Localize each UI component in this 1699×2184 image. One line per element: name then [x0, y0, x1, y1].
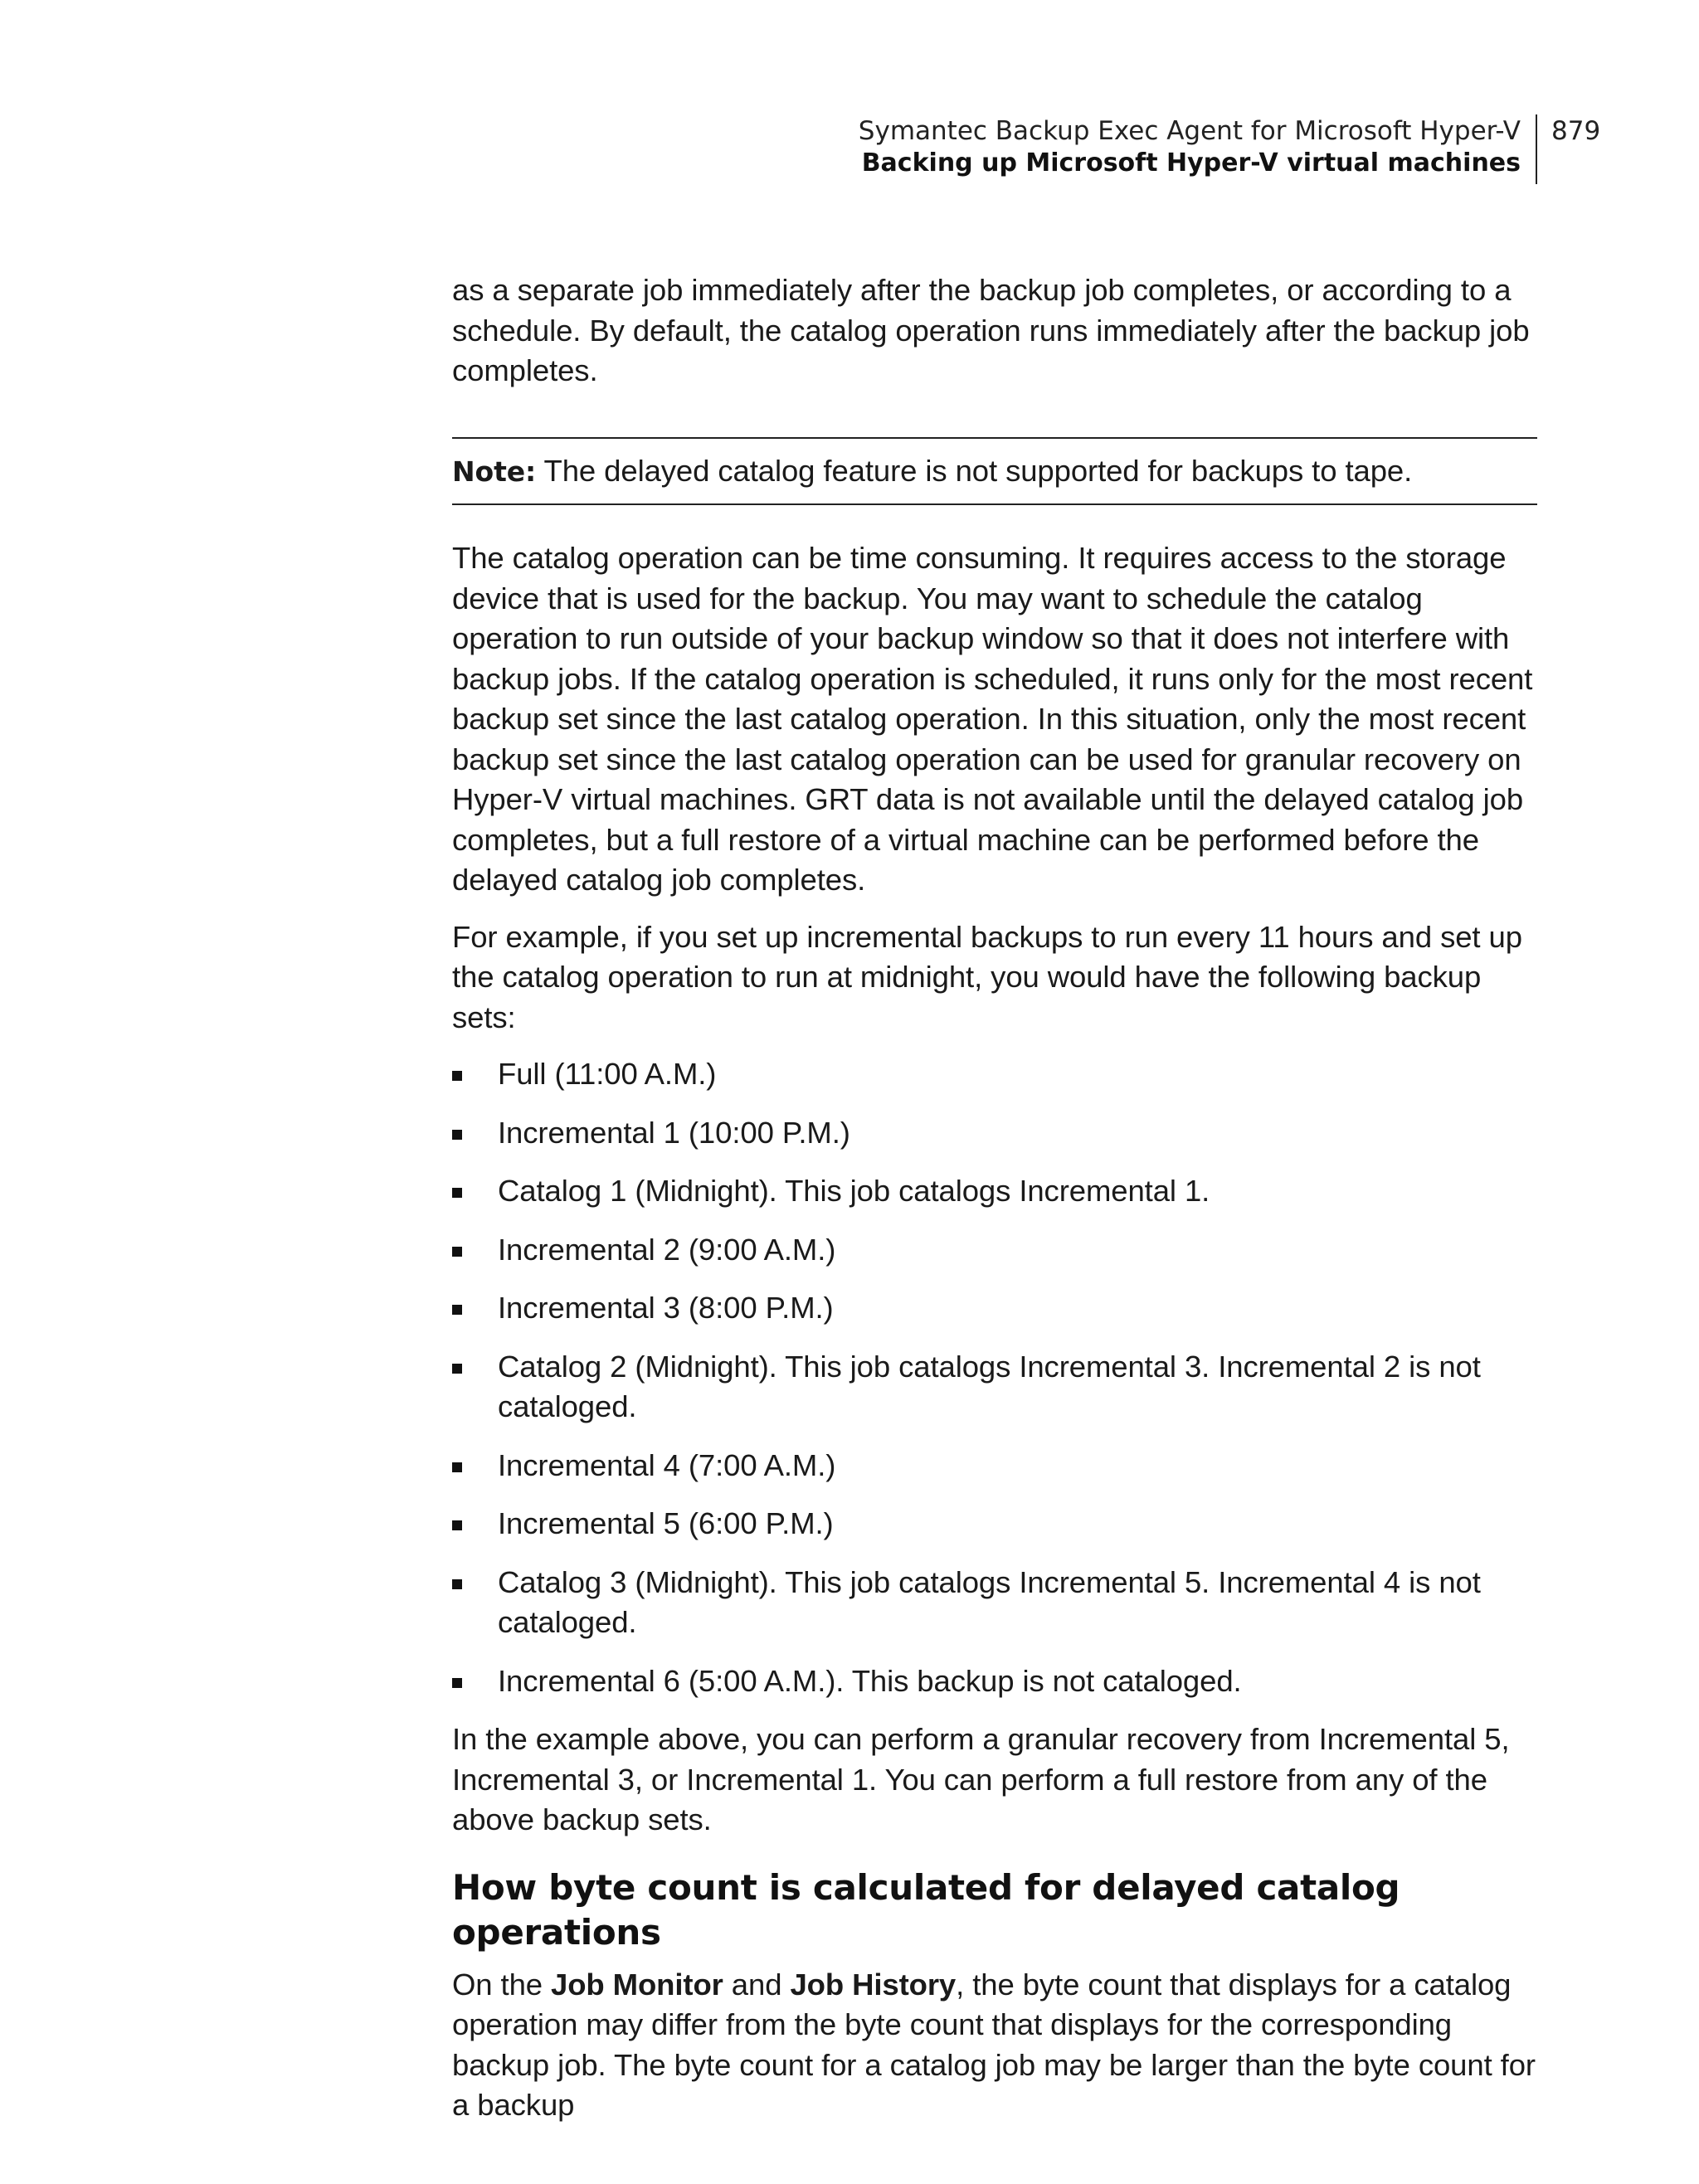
- byte-text-2: and: [723, 1967, 791, 2002]
- note-label: Note:: [452, 455, 537, 488]
- list-item-text: Catalog 1 (Midnight). This job catalogs Incremental 1.: [498, 1174, 1210, 1208]
- list-item-text: Full (11:00 A.M.): [498, 1057, 717, 1091]
- list-item-text: Incremental 3 (8:00 P.M.): [498, 1291, 834, 1325]
- list-item-text: Catalog 2 (Midnight). This job catalogs Incremental 3. Incremental 2 is not cataloged.: [498, 1349, 1481, 1423]
- square-bullet-icon: [452, 1579, 462, 1589]
- running-header: [376, 114, 1537, 184]
- byte-count-paragraph: [452, 1965, 1543, 2126]
- square-bullet-icon: [452, 1071, 462, 1081]
- header-divider: [1536, 114, 1537, 184]
- list-item-text: Incremental 1 (10:00 P.M.): [498, 1115, 850, 1150]
- summary-paragraph: In the example above, you can perform a granular recovery from Incremental 5, Incremental 3, or Incremental 1. You can perform a full restore from any of the above backup sets.: [452, 1722, 1510, 1836]
- square-bullet-icon: [452, 1364, 462, 1374]
- byte-text-3: , the byte count that displays for a catalog operation may differ from the byte count that displays for the corresponding backup job. The byte count for a catalog job may be larger than the byte count for a backup: [452, 1967, 1536, 2122]
- header-text: [859, 114, 1521, 179]
- list-item: [452, 1113, 1543, 1154]
- backup-set-list: [452, 1054, 1543, 1701]
- list-item: [452, 1171, 1543, 1212]
- list-item: [452, 1446, 1543, 1486]
- note-text: The delayed catalog feature is not supported for backups to tape.: [536, 453, 1413, 488]
- list-item-text: Incremental 5 (6:00 P.M.): [498, 1506, 834, 1540]
- note-box: [452, 437, 1537, 506]
- section-title: Backing up Microsoft Hyper-V virtual machines: [861, 148, 1521, 178]
- section-heading: How byte count is calculated for delayed catalog operations: [452, 1866, 1400, 1953]
- job-history-term: Job History: [790, 1967, 957, 2002]
- list-item-text: Incremental 4 (7:00 A.M.): [498, 1447, 836, 1482]
- list-item: [452, 1563, 1543, 1643]
- catalog-paragraph: The catalog operation can be time consuming. It requires access to the storage device that is used for the backup. You may want to schedule the catalog operation to run outside of your backup window so that it does not interfere with backup jobs. If the catalog operation is scheduled, it runs only for the most recent backup set since the last catalog operation. In this situation, only the most recent backup set since the last catalog operation can be used for granular recovery on Hyper-V virtual machines. GRT data is not available until the delayed catalog job completes, but a full restore of a virtual machine can be performed before the delayed catalog job completes.: [452, 541, 1533, 897]
- list-item: [452, 1054, 1543, 1095]
- job-monitor-term: Job Monitor: [551, 1967, 723, 2002]
- square-bullet-icon: [452, 1188, 462, 1198]
- square-bullet-icon: [452, 1520, 462, 1530]
- chapter-title: Symantec Backup Exec Agent for Microsoft Hyper-V: [858, 116, 1521, 146]
- square-bullet-icon: [452, 1130, 462, 1140]
- intro-paragraph: as a separate job immediately after the backup job completes, or according to a schedule. By default, the catalog operation runs immediately after the backup job completes.: [452, 273, 1530, 387]
- square-bullet-icon: [452, 1462, 462, 1472]
- square-bullet-icon: [452, 1678, 462, 1688]
- square-bullet-icon: [452, 1247, 462, 1257]
- page-number: 879: [1551, 116, 1601, 146]
- byte-text-1: On the: [452, 1967, 552, 2002]
- list-item: [452, 1347, 1543, 1428]
- list-item: [452, 1288, 1543, 1329]
- list-item-text: Catalog 3 (Midnight). This job catalogs Incremental 5. Incremental 4 is not cataloged.: [498, 1564, 1481, 1639]
- list-item: [452, 1230, 1543, 1271]
- example-paragraph: For example, if you set up incremental backups to run every 11 hours and set up the catalog operation to run at midnight, you would have the following backup sets:: [452, 919, 1522, 1034]
- page-body: [452, 270, 1543, 2143]
- list-item: [452, 1661, 1543, 1702]
- list-item-text: Incremental 2 (9:00 A.M.): [498, 1232, 836, 1267]
- list-item: [452, 1504, 1543, 1544]
- square-bullet-icon: [452, 1305, 462, 1315]
- list-item-text: Incremental 6 (5:00 A.M.). This backup is not cataloged.: [498, 1663, 1242, 1698]
